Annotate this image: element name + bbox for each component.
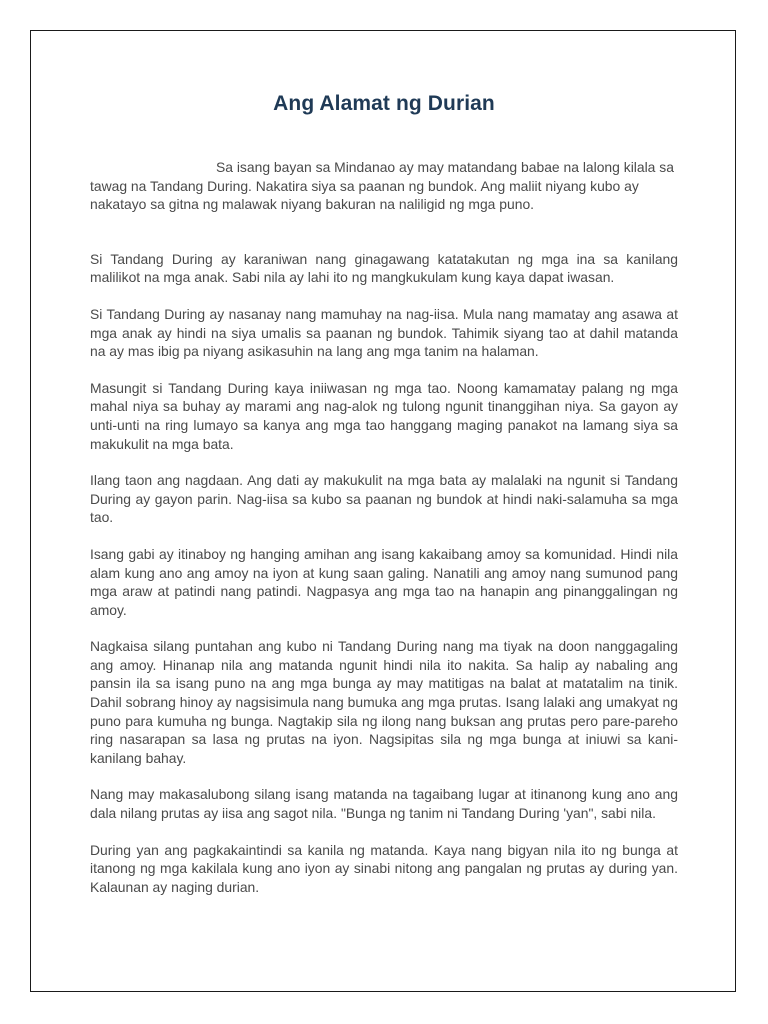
paragraph-4: Masungit si Tandang During kaya iniiwasan ng mga tao. Noong kamamatay palang ng mga mahal niya sa buhay ay marami ang nag-alok ng tulong ngunit tinanggihan niya. Sa gayon ay unti-unti na ring lumayo sa kanya ang mga tao hanggang maging panakot na lamang siya sa makukulit na mga bata. <box>90 379 678 452</box>
paragraph-5: Ilang taon ang nagdaan. Ang dati ay makukulit na mga bata ay malalaki na ngunit si Tandang During ay gayon parin. Nag-iisa sa kubo sa paanan ng bundok at hindi naki-salamuha sa mga tao. <box>90 472 678 526</box>
paragraph-8: Nang may makasalubong silang isang matanda na tagaibang lugar at itinanong kung ano ang dala nilang prutas ay iisa ang sagot nila. "Bunga ng tanim ni Tandang During 'yan", sabi nila. <box>90 786 678 822</box>
paragraph-2: Si Tandang During ay karaniwan nang ginagawang katatakutan ng mga ina sa kanilang malilikot na mga anak. Sabi nila ay lahi ito ng mangkukulam kung kaya dapat iwasan. <box>90 250 678 286</box>
paragraph-3: Si Tandang During ay nasanay nang mamuhay na nag-iisa. Mula nang mamatay ang asawa at mga anak ay hindi na siya umalis sa paanan ng bundok. Tahimik siyang tao at dahil matanda na ay mas ibig pa niyang asikasuhin na lang ang mga tanim na halaman. <box>90 305 678 360</box>
paragraph-7: Nagkaisa silang puntahan ang kubo ni Tandang During nang ma tiyak na doon nanggagaling ang amoy. Hinanap nila ang matanda ngunit hindi nila ito nakita. Sa halip ay nabaling ang pansin ila sa isang puno na ang mga bunga ay may matitigas na balat at matatalim na tinik. Dahil sobrang hinoy ay nagsisimula nang bumuka ang mga prutas. Isang lalaki ang umakyat ng puno para kumuha ng bunga. Nagtakip sila ng ilong nang buksan ang prutas pero pare-pareho ring nasarapan sa lasa ng prutas na iyon. Nagsipitas sila ng mga bunga at iniuwi sa kani-kanilang bahay. <box>90 638 678 766</box>
document-title: Ang Alamat ng Durian <box>273 92 495 115</box>
paragraph-9: During yan ang pagkakaintindi sa kanila ng matanda. Kaya nang bigyan nila ito ng bunga at itanong ng mga kakilala kung ano iyon ay sinabi nitong ang pangalan ng prutas ay during yan. Kalaunan ay naging durian. <box>90 841 678 895</box>
paragraph-6: Isang gabi ay itinaboy ng hanging amihan ang isang kakaibang amoy sa komunidad. Hindi nila alam kung ano ang amoy na iyon at kung saan galing. Nanatili ang amoy nang sumunod pang mga araw at patindi nang patindi. Nagpasya ang mga tao na hanapin ang pinanggalingan ng amoy. <box>90 545 678 618</box>
paragraph-1: Sa isang bayan sa Mindanao ay may matandang babae na lalong kilala sa tawag na Tandang During. Nakatira siya sa paanan ng bundok. Ang maliit niyang kubo ay nakatayo sa gitna ng malawak niyang bakuran na naliligid ng mga puno. <box>90 159 674 213</box>
document-body <box>90 158 678 914</box>
